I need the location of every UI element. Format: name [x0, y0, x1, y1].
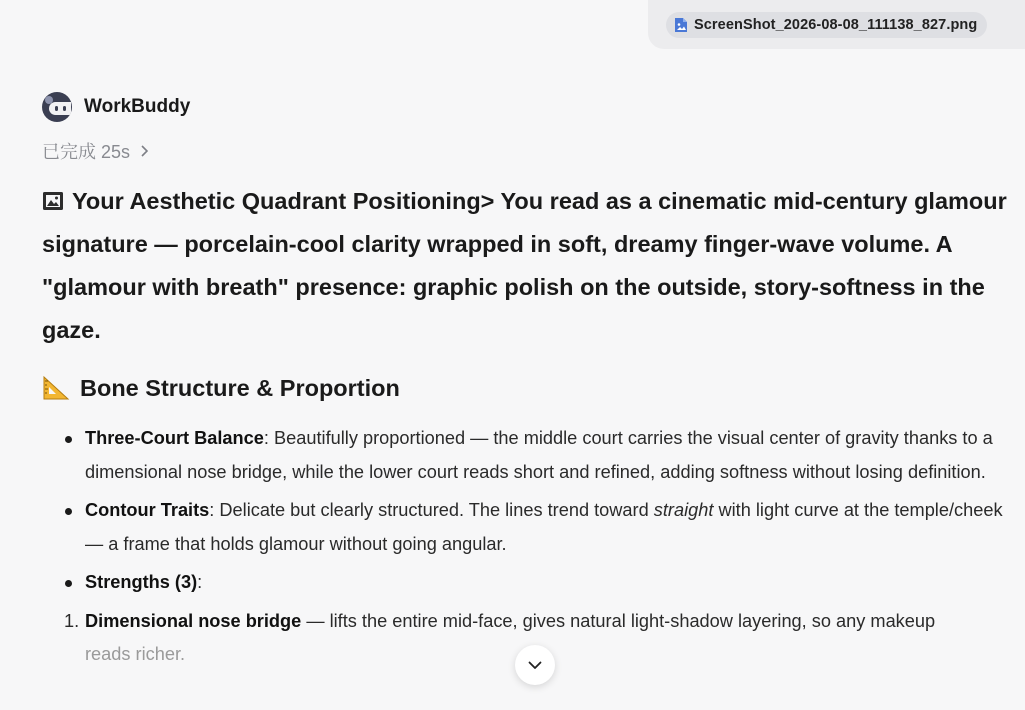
item-text: with light curve at the temple/cheek — a frame that holds glamour without going angular. [85, 500, 1003, 554]
item-number: 1. [64, 610, 80, 631]
picture-frame-icon [42, 191, 64, 211]
triangular-ruler-icon [42, 375, 70, 401]
bottom-fade [0, 680, 1025, 710]
item-text: : Delicate but clearly structured. The lines trend toward [209, 500, 654, 520]
item-label: Contour Traits [85, 500, 210, 520]
item-label: Strengths (3) [85, 572, 198, 592]
item-text-faded: reads richer. [85, 644, 186, 664]
bullet-list [42, 422, 1017, 600]
completion-status-toggle[interactable] [42, 138, 148, 164]
lead-paragraph [42, 180, 1017, 352]
item-label: Dimensional nose bridge [85, 610, 302, 631]
attachment-chip[interactable] [666, 12, 987, 38]
avatar [42, 92, 72, 122]
list-item [42, 422, 1017, 489]
assistant-name: WorkBuddy [84, 96, 191, 117]
attachment-filename: ScreenShot_2026-08-08_111138_827.png [694, 17, 978, 33]
item-text: : [197, 572, 203, 592]
item-emphasis: straight [653, 500, 714, 520]
lead-text: > You read as a cinematic mid-century glamour signature — porcelain-cool clarity wrapped in soft, dreamy finger-wave volume. A "glamour with breath" presence: graphic polish on the outside, story-softness in the gaze. [42, 188, 1007, 343]
chevron-right-icon [140, 145, 148, 157]
list-item [42, 494, 1017, 561]
assistant-header [42, 92, 190, 122]
image-file-icon [674, 17, 688, 33]
assistant-message [42, 180, 1017, 672]
item-label: Three-Court Balance [85, 428, 264, 448]
section-heading [42, 368, 1017, 408]
item-text: — lifts the entire mid-face, gives natural light-shadow layering, so any makeup [301, 610, 936, 631]
item-text: : Beautifully proportioned — the middle court carries the visual center of gravity thanks to a dimensional nose bridge, while the lower court reads short and refined, adding softness without losing definition. [85, 428, 993, 482]
lead-title: Your Aesthetic Quadrant Positioning [72, 188, 481, 214]
completion-status: 已完成 25s [42, 142, 131, 162]
chevron-down-icon [528, 661, 542, 670]
section-title: Bone Structure & Proportion [80, 375, 400, 401]
scroll-to-bottom-button[interactable] [515, 645, 555, 685]
list-item [42, 566, 1017, 600]
